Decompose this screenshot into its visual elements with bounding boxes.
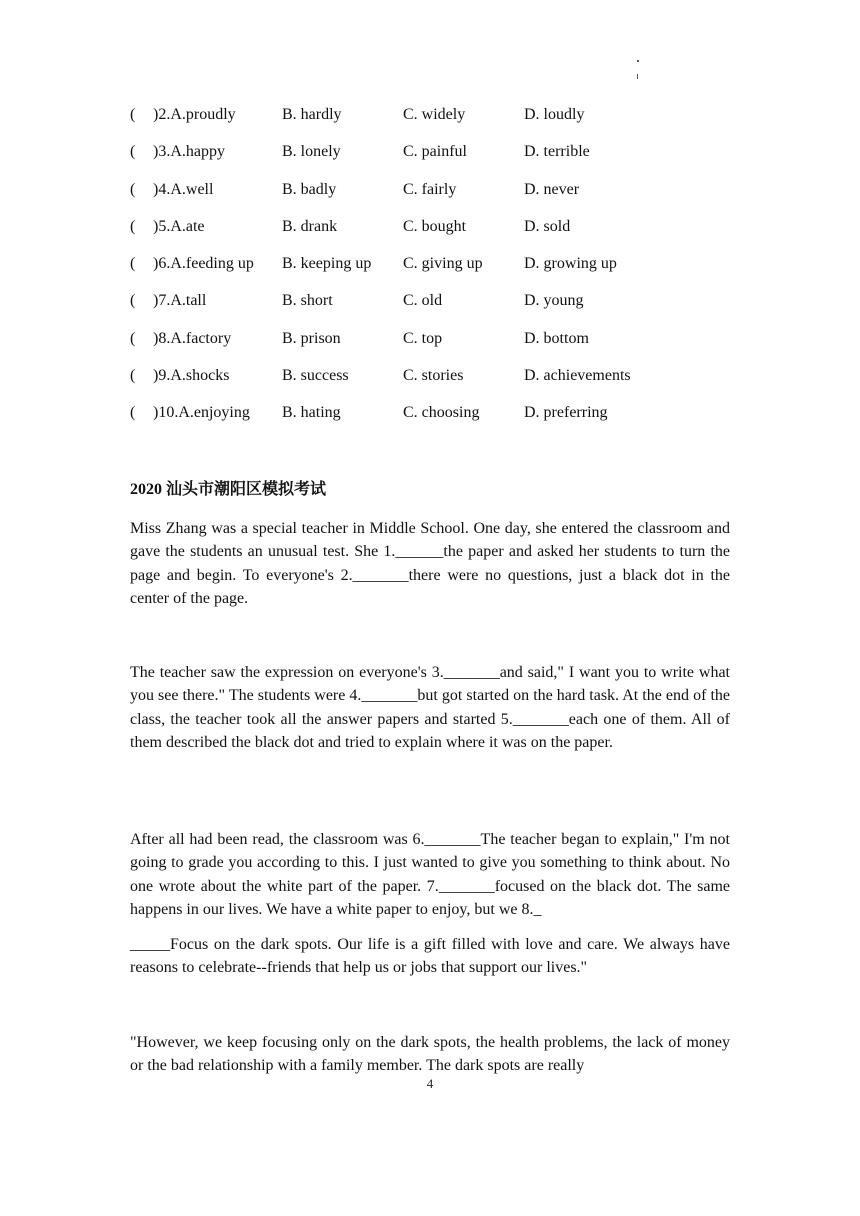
answer-blank: ( — [130, 367, 136, 385]
option-a: )9.A.shocks — [153, 367, 230, 385]
answer-blank: ( — [130, 292, 136, 310]
option-d: D. sold — [524, 217, 571, 235]
passage-paragraph: The teacher saw the expression on everyone's 3._______and said," I want you to write what you see there." The students were 4._______but got started on the hard task. At the end of the class, the teacher took all the answer papers and started 5._______each one of them. All of them described the black dot and tried to explain where it was on the paper. — [130, 664, 730, 751]
option-c: C. giving up — [403, 255, 483, 273]
option-b: B. prison — [282, 329, 341, 347]
passage-paragraph: _____Focus on the dark spots. Our life is a gift filled with love and care. We always have reasons to celebrate--friends that help us or jobs that support our lives." — [130, 936, 730, 977]
answer-blank: ( — [130, 217, 136, 235]
option-row — [130, 179, 750, 216]
answer-blank: ( — [130, 180, 136, 198]
answer-blank: ( — [130, 106, 136, 123]
option-d: D. loudly — [524, 106, 585, 123]
answer-blank: ( — [130, 255, 136, 273]
page-number: 4 — [426, 1076, 434, 1091]
corner-mark — [636, 60, 640, 80]
option-b: B. lonely — [282, 143, 341, 161]
option-a: )3.A.happy — [153, 143, 225, 161]
option-b: B. badly — [282, 180, 337, 198]
answer-blank: ( — [130, 329, 136, 347]
option-row — [130, 141, 750, 178]
option-a: )5.A.ate — [153, 217, 205, 235]
option-a: )7.A.tall — [153, 292, 207, 310]
option-c: C. top — [403, 329, 443, 347]
option-a: )6.A.feeding up — [153, 255, 254, 273]
option-c: C. fairly — [403, 180, 457, 198]
option-c: C. old — [403, 292, 443, 310]
section-heading: 2020 汕头市潮阳区模拟考试 — [130, 481, 327, 498]
corner-dot — [637, 60, 639, 62]
option-row — [130, 216, 750, 253]
options-list — [130, 104, 750, 440]
option-d: D. growing up — [524, 255, 617, 273]
option-d: D. never — [524, 180, 580, 198]
option-b: B. keeping up — [282, 255, 372, 273]
option-c: C. bought — [403, 217, 467, 235]
option-row — [130, 402, 750, 439]
option-row — [130, 104, 750, 141]
option-d: D. bottom — [524, 329, 589, 347]
option-b: B. hating — [282, 404, 341, 422]
option-a: )4.A.well — [153, 180, 214, 198]
option-c: C. painful — [403, 143, 467, 161]
option-row — [130, 365, 750, 402]
option-a: )10.A.enjoying — [153, 404, 250, 422]
option-b: B. short — [282, 292, 333, 310]
passage-paragraph: After all had been read, the classroom was 6._______The teacher began to explain," I'm not going to grade you according to this. I just wanted to give you something to think about. No one wrote about the white part of the paper. 7._______focused on the black dot. The same happens in our lives. We have a white paper to enjoy, but we 8._ — [130, 831, 730, 918]
answer-blank: ( — [130, 404, 136, 422]
option-d: D. achievements — [524, 367, 631, 385]
corner-tick — [637, 74, 638, 79]
option-c: C. choosing — [403, 404, 480, 422]
option-row — [130, 290, 750, 327]
answer-blank: ( — [130, 143, 136, 161]
option-b: B. hardly — [282, 106, 342, 123]
option-c: C. widely — [403, 106, 466, 123]
option-row — [130, 253, 750, 290]
option-b: B. drank — [282, 217, 338, 235]
option-row — [130, 328, 750, 365]
option-a: )2.A.proudly — [153, 106, 236, 123]
passage-paragraph: Miss Zhang was a special teacher in Middle School. One day, she entered the classroom and gave the students an unusual test. She 1.______the paper and asked her students to turn the page and begin. To everyone's 2._______there were no questions, just a black dot in the center of the page. — [130, 520, 730, 607]
passage-paragraph: "However, we keep focusing only on the dark spots, the health problems, the lack of money or the bad relationship with a family member. The dark spots are really — [130, 1034, 730, 1075]
option-a: )8.A.factory — [153, 329, 232, 347]
option-c: C. stories — [403, 367, 464, 385]
option-b: B. success — [282, 367, 349, 385]
option-d: D. young — [524, 292, 584, 310]
option-d: D. terrible — [524, 143, 590, 161]
option-d: D. preferring — [524, 404, 608, 422]
